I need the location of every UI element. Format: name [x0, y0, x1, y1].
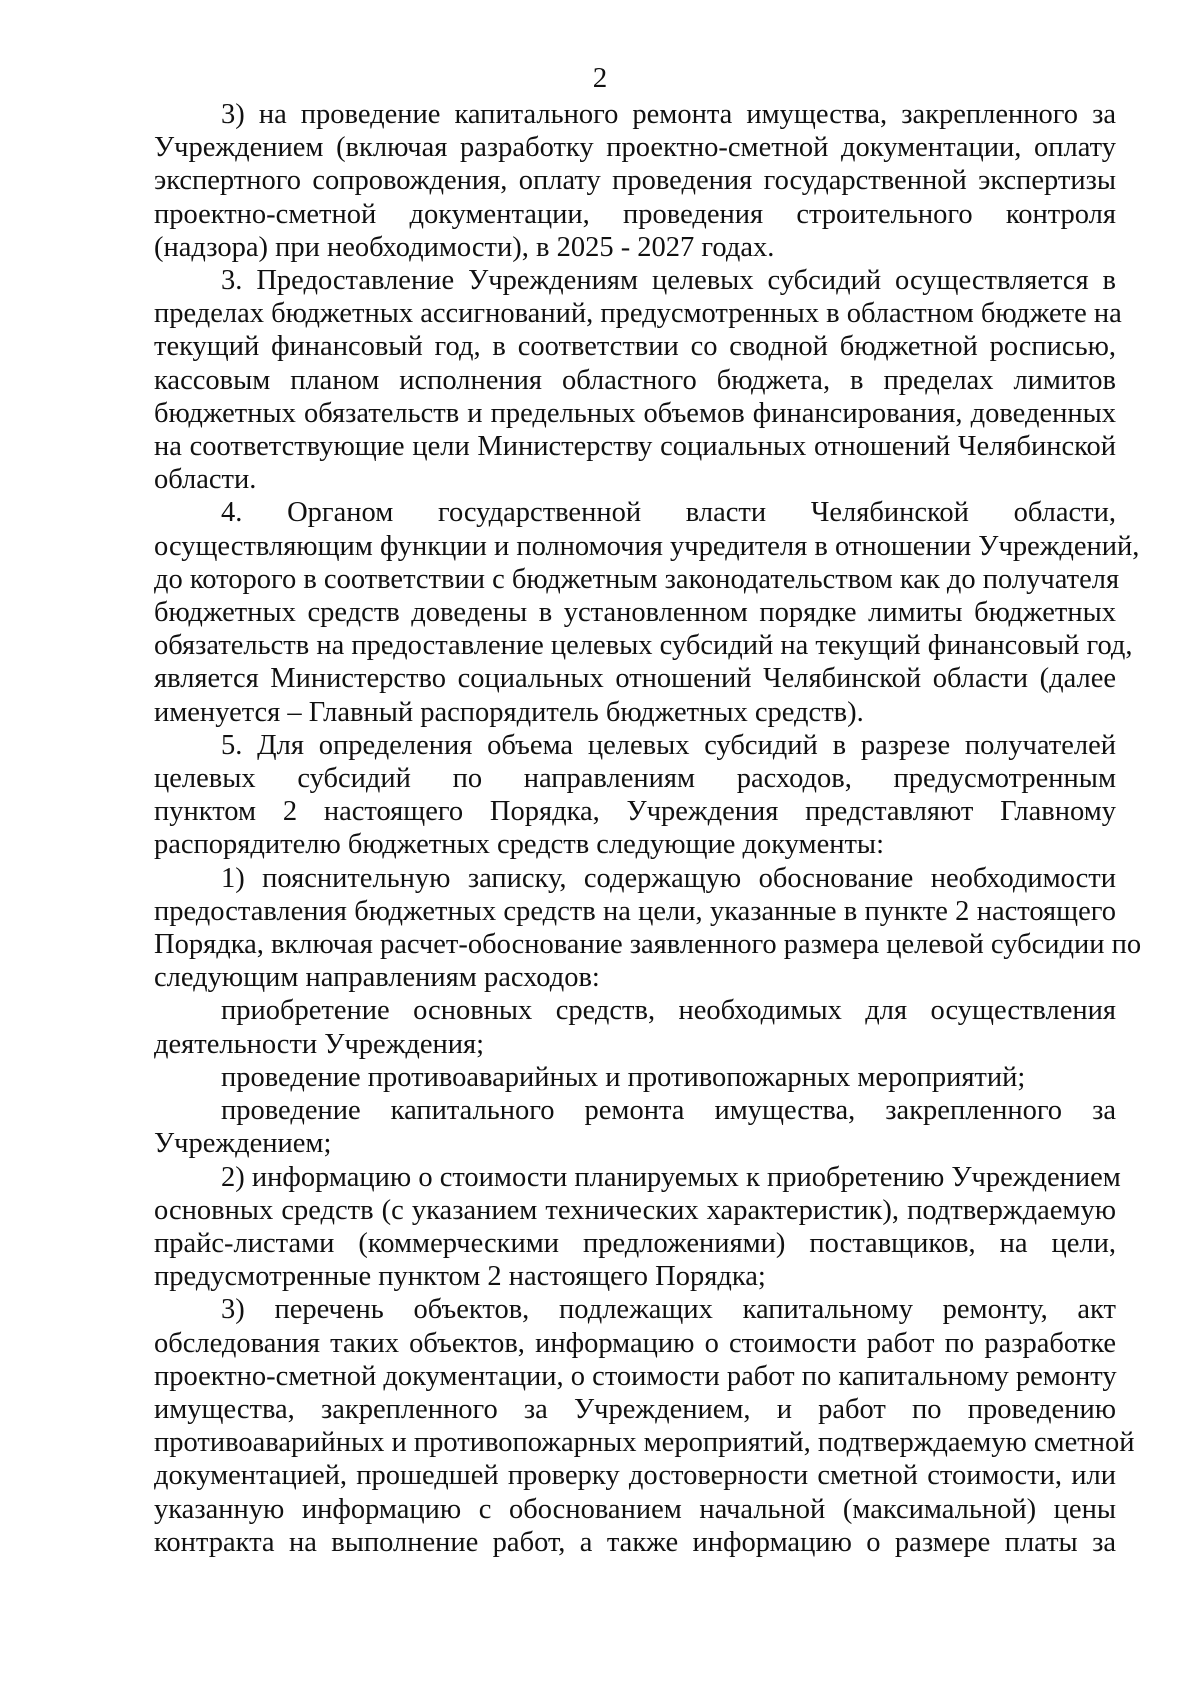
paragraph	[154, 264, 1122, 496]
paragraph-line: проектно-сметной документации, проведения строительного контроля	[154, 198, 1116, 230]
paragraph-line: пунктом 2 настоящего Порядка, Учреждения представляют Главному	[154, 796, 1116, 828]
paragraph-line: деятельности Учреждения;	[154, 1028, 485, 1060]
paragraph	[154, 1094, 1116, 1160]
paragraph	[154, 98, 1116, 264]
paragraph-line: именуется – Главный распорядитель бюджетных средств).	[154, 696, 864, 728]
paragraph-line: целевых субсидий по направлениям расходов, предусмотренным	[154, 763, 1116, 795]
paragraph-line: прайс-листами (коммерческими предложениями) поставщиков, на цели,	[154, 1227, 1116, 1259]
paragraph-line: проведение капитального ремонта имущества, закрепленного за	[221, 1095, 1116, 1127]
paragraph-line: 2) информацию о стоимости планируемых к приобретению Учреждением	[221, 1161, 1121, 1193]
paragraph-line: 1) пояснительную записку, содержащую обоснование необходимости	[221, 862, 1116, 894]
paragraph-line: Учреждением;	[154, 1128, 332, 1160]
paragraph-line: 3. Предоставление Учреждениям целевых субсидий осуществляется в	[221, 265, 1116, 297]
paragraph-line: пределах бюджетных ассигнований, предусмотренных в областном бюджете на	[154, 298, 1122, 330]
paragraph	[154, 862, 1142, 995]
paragraph-line: 5. Для определения объема целевых субсидий в разрезе получателей	[221, 729, 1116, 761]
paragraph-line: следующим направлениям расходов:	[154, 962, 600, 994]
paragraph-line: 3) перечень объектов, подлежащих капитальному ремонту, акт	[221, 1294, 1116, 1326]
paragraph-line: на соответствующие цели Министерству социальных отношений Челябинской	[154, 431, 1116, 463]
paragraph-line: 4. Органом государственной власти Челябинской области,	[221, 497, 1116, 529]
paragraph-line: проектно-сметной документации, о стоимости работ по капитальному ремонту	[154, 1360, 1117, 1392]
paragraph-line: текущий финансовый год, в соответствии со сводной бюджетной росписью,	[154, 331, 1116, 363]
paragraph-line: проведение противоаварийных и противопожарных мероприятий;	[221, 1061, 1026, 1093]
paragraph-line: указанную информацию с обоснованием начальной (максимальной) цены	[154, 1493, 1116, 1525]
paragraph	[154, 1061, 1116, 1094]
paragraph	[154, 1293, 1135, 1559]
page-number: 2	[592, 62, 608, 94]
paragraph-line: до которого в соответствии с бюджетным законодательством как до получателя	[154, 563, 1120, 595]
document-body	[154, 98, 1142, 1559]
paragraph-line: экспертного сопровождения, оплату проведения государственной экспертизы	[154, 165, 1116, 197]
paragraph-line: является Министерство социальных отношений Челябинской области (далее	[154, 663, 1116, 695]
paragraph-line: контракта на выполнение работ, а также информацию о размере платы за	[154, 1526, 1116, 1558]
paragraph-line: документацией, прошедшей проверку достоверности сметной стоимости, или	[154, 1460, 1116, 1492]
paragraph	[154, 994, 1116, 1060]
paragraph-line: 3) на проведение капитального ремонта имущества, закрепленного за	[221, 99, 1116, 130]
paragraph-line: бюджетных средств доведены в установленном порядке лимиты бюджетных	[154, 597, 1116, 629]
paragraph	[154, 1161, 1121, 1294]
paragraph-line: бюджетных обязательств и предельных объемов финансирования, доведенных	[154, 397, 1116, 429]
paragraph-line: Учреждением (включая разработку проектно-сметной документации, оплату	[154, 132, 1116, 164]
paragraph-line: основных средств (с указанием технических характеристик), подтверждаемую	[154, 1194, 1116, 1226]
paragraph-line: кассовым планом исполнения областного бюджета, в пределах лимитов	[154, 364, 1116, 396]
paragraph-line: имущества, закрепленного за Учреждением, и работ по проведению	[154, 1393, 1116, 1425]
paragraph-line: предоставления бюджетных средств на цели, указанные в пункте 2 настоящего	[154, 895, 1116, 927]
paragraph	[154, 496, 1140, 728]
paragraph-line: предусмотренные пунктом 2 настоящего Порядка;	[154, 1261, 766, 1293]
paragraph-line: распорядителю бюджетных средств следующие документы:	[154, 829, 884, 861]
paragraph-line: осуществляющим функции и полномочия учредителя в отношении Учреждений,	[154, 530, 1140, 562]
paragraph	[154, 729, 1116, 862]
paragraph-line: области.	[154, 464, 257, 496]
paragraph-line: обследования таких объектов, информацию о стоимости работ по разработке	[154, 1327, 1116, 1359]
paragraph-line: противоаварийных и противопожарных мероприятий, подтверждаемую сметной	[154, 1427, 1135, 1459]
paragraph-line: (надзора) при необходимости), в 2025 - 2027 годах.	[154, 231, 775, 263]
paragraph-line: Порядка, включая расчет-обоснование заявленного размера целевой субсидии по	[154, 929, 1142, 961]
paragraph-line: обязательств на предоставление целевых субсидий на текущий финансовый год,	[154, 630, 1133, 662]
paragraph-line: приобретение основных средств, необходимых для осуществления	[221, 995, 1116, 1027]
